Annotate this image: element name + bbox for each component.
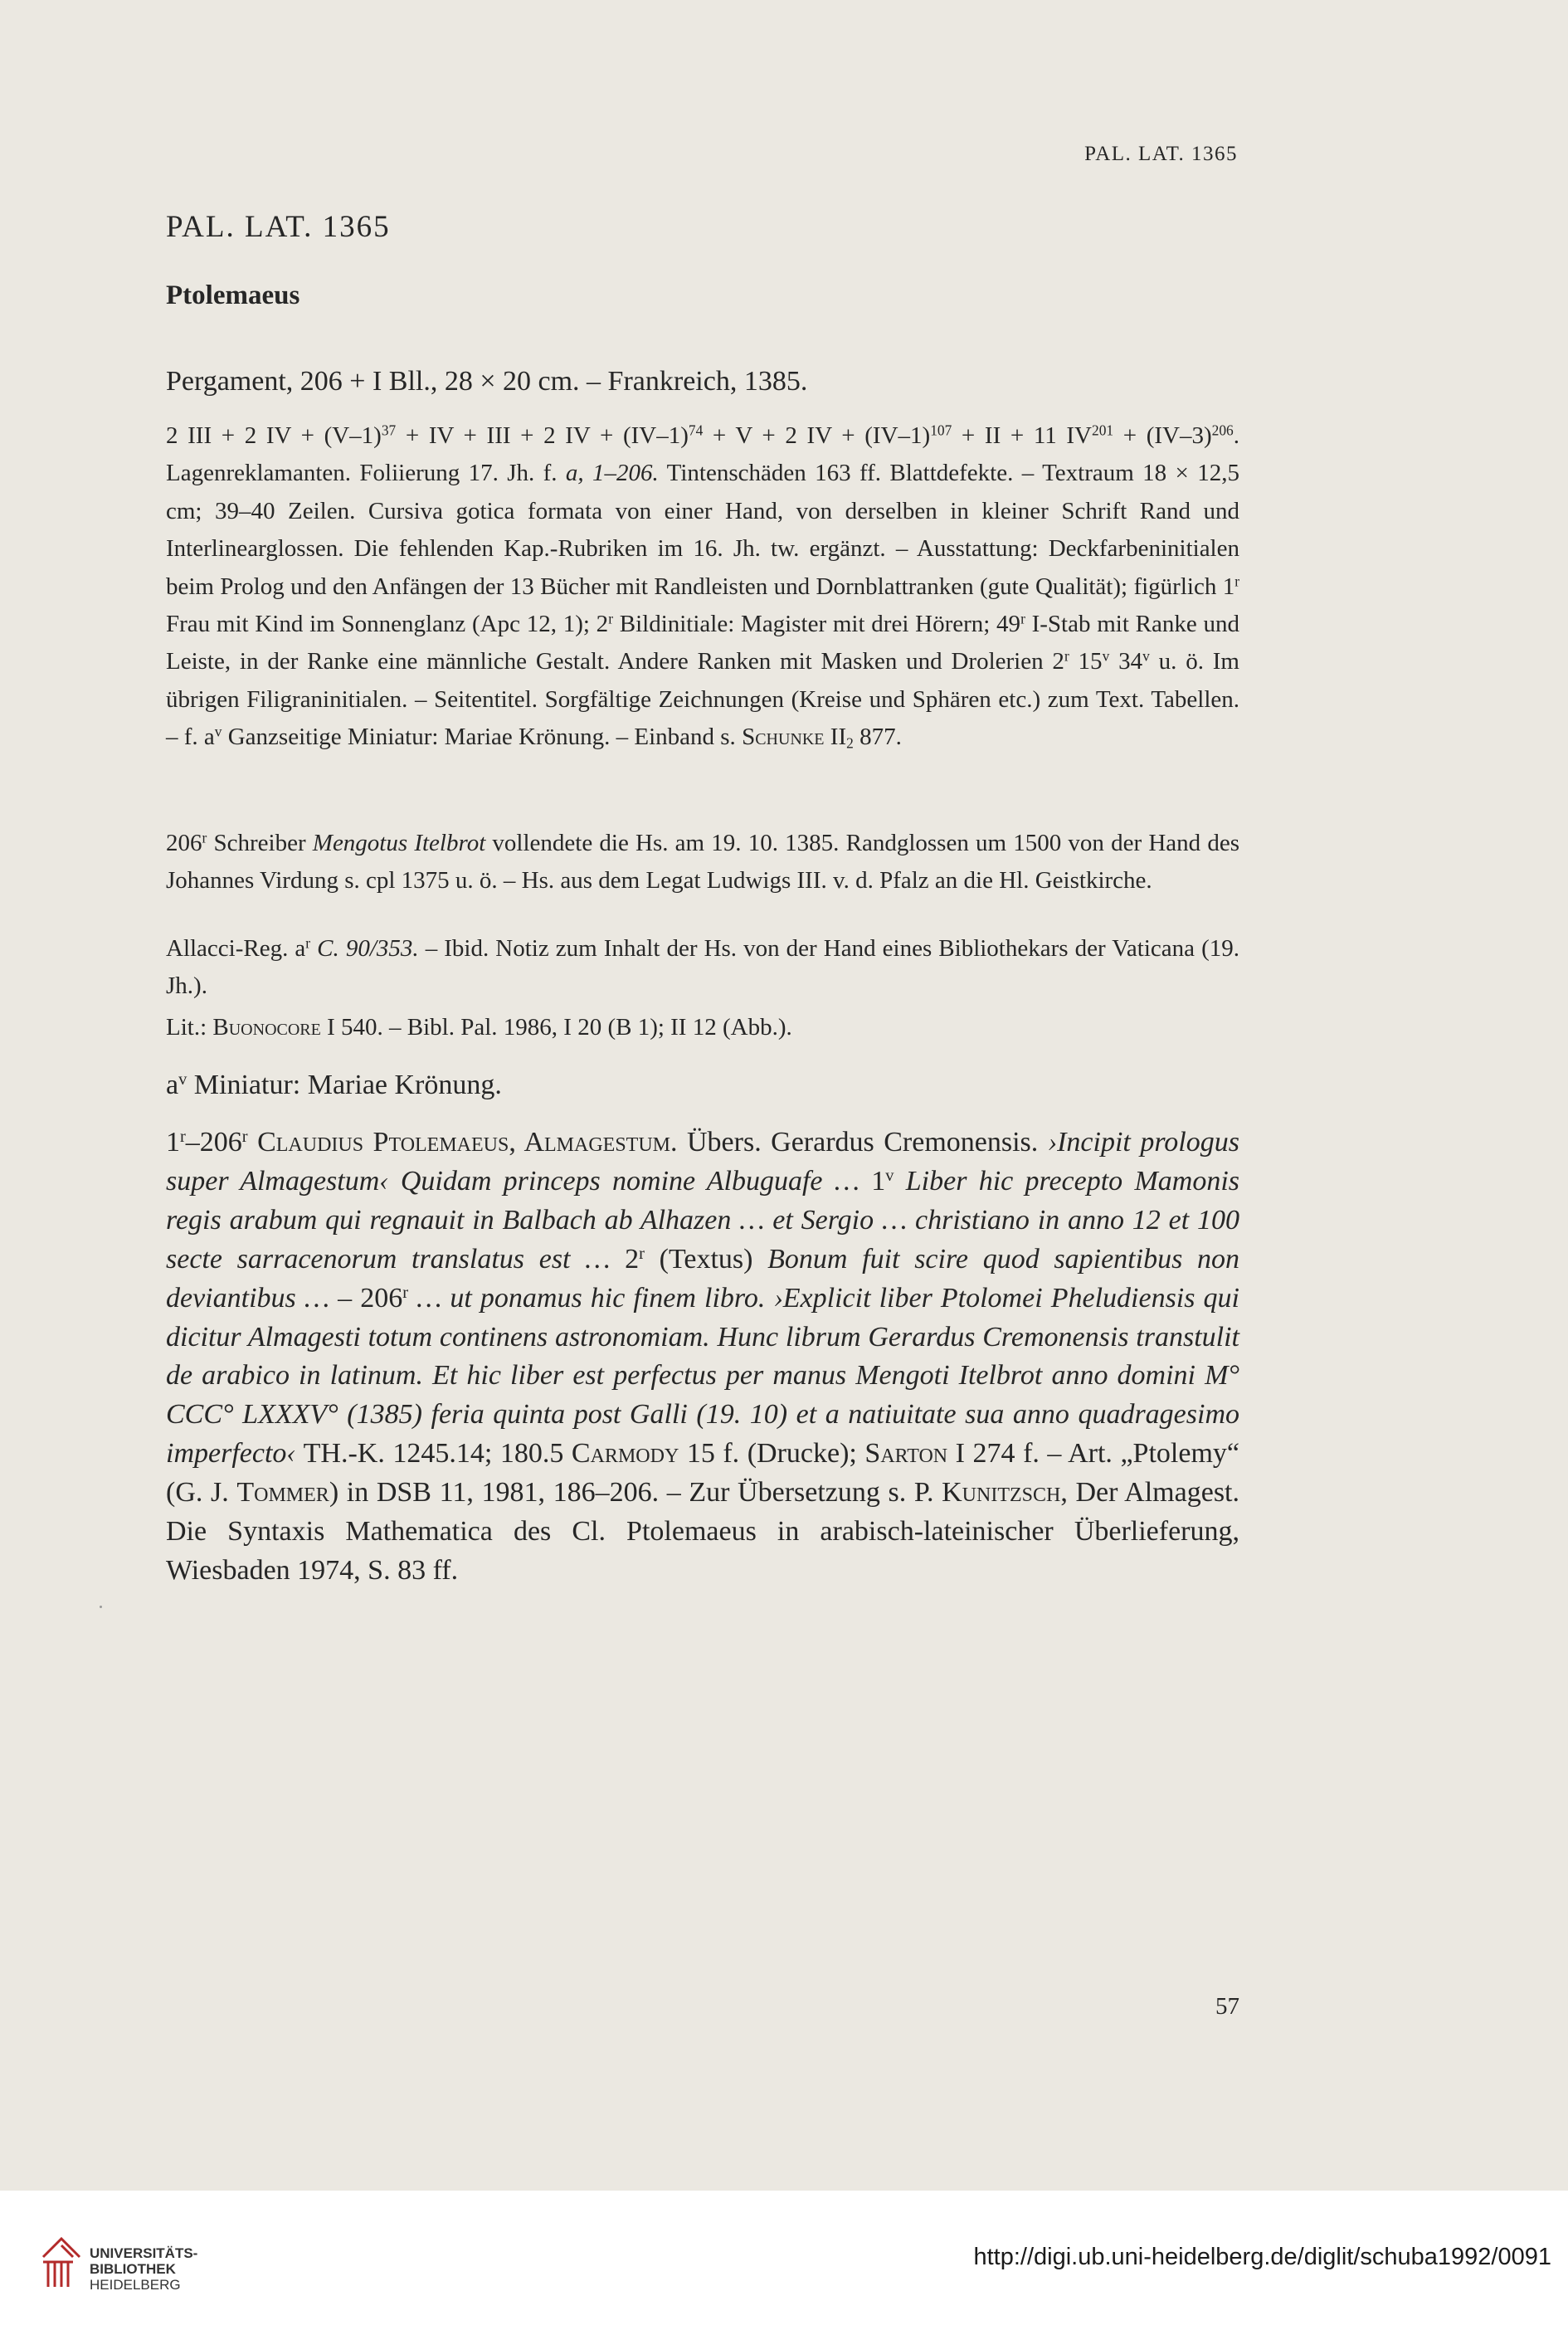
library-name: UNIVERSITÄTS- BIBLIOTHEK HEIDELBERG xyxy=(90,2245,198,2293)
codicology-paragraph: 2 III + 2 IV + $(V-1)^{37}$ + IV + III + 2 IV + $(IV-1)^{74} + V + 2$ IV + $(IV-1)^{107}$ + II + 11 $IV^{201} + (IV-3)^{206}$. Lagenreklamanten. Foliierung 17. Jh. f. a, 1–206. Tintenschäden 163 ff. Blattdefekte. – Textraum 18 × 12,5 cm; 39–40 Zeilen. Cursiva gotica formata von einer Hand, von derselben in kleiner Schrift Rand und Interlinearglossen. Die fehlenden Kap.-Rubriken im 16. Jh. tw. ergänzt. – Ausstattung: Deckfarbeninitialen beim Prolog und den Anfängen der 13 Bücher mit Randleisten und Dornblattranken (gute Qualität); figürlich 1$^r$ Frau mit Kind im Sonnenglanz (Apc 12, 1); 2$^r$ Bildinitiale: Magister mit drei Hörern; 49$^r$ I-Stab mit Ranke und Leiste, in der Ranke eine männliche Gestalt. Andere Ranken mit Masken und Drolerien 2$^r$ 15$^v$ 34$^v$ u. ö. Im übrigen Filigraninitialen. – Seitentitel. Sorgfältige Zeichnungen (Kreise und Sphären etc.) zum Text. Tabellen. – f. $a^v$ Ganzseitige Miniatur: Mariae Krönung. – Einband s. Schunke $II_2$ 877. xyxy=(166,422,1240,752)
running-head: PAL. LAT. 1365 xyxy=(1084,143,1238,165)
paper-speck xyxy=(100,1606,102,1608)
miniature-heading: $a^v$ Miniatur: Mariae Krönung. xyxy=(166,1070,502,1100)
scribe-paragraph: 206$^r$ Schreiber Mengotus Itelbrot vollendete die Hs. am 19. 10. 1385. Randglossen um 1500 von der Hand des Johannes Virdung s. cpl 1375 u. ö. – Hs. aus dem Legat Ludwigs III. v. d. Pfalz an die Hl. Geistkirche. xyxy=(166,829,1239,894)
work-subtitle: Ptolemaeus xyxy=(166,280,300,310)
physical-description: Pergament, 206 + I Bll., 28 × 20 cm. – Frankreich, 1385. xyxy=(166,366,808,397)
source-url-link[interactable]: http://digi.ub.uni-heidelberg.de/diglit/schuba1992/0091 xyxy=(973,2244,1551,2270)
allacci-paragraph: Allacci-Reg. $a^r$ C. 90/353. – Ibid. Notiz zum Inhalt der Hs. von der Hand eines Bibliothekars der Vaticana (19. Jh.). xyxy=(166,934,1239,1000)
page-number: 57 xyxy=(1215,1993,1239,2020)
content-entry: 1$^r$–206$^r$ Claudius Ptolemaeus, Almagestum. Übers. Gerardus Cremonensis. ›Incipit prologus super Almagestum‹ Quidam princeps nomine Albuguafe … 1$^v$ Liber hic precepto Mamonis regis arabum qui regnauit in Balbach ab Alhazen … et Sergio … christiano in anno 12 et 100 secte sarracenorum translatus est … 2$^r$ (Textus) Bonum fuit scire quod sapientibus non deviantibus … – 206$^r$ … ut ponamus hic finem libro. ›Explicit liber Ptolomei Pheludiensis qui dicitur Almagesti totum continens astronomiam. Hunc librum Gerardus Cremonensis transtulit de arabico in latinum. Et hic liber est perfectus per manus Mengoti Itelbrot anno domini M° CCC° LXXXV° (1385) feria quinta post Galli (19. 10) et a natiuitate sua anno quadragesimo imperfecto‹ TH.-K. 1245.14; 180.5 Carmody 15 f. (Drucke); Sarton I 274 f. – Art. „Ptolemy“ (G. J. Tommer) in DSB 11, 1981, 186–206. – Zur Übersetzung s. P. Kunitzsch, Der Almagest. Die Syntaxis Mathematica des Cl. Ptolemaeus in arabisch-lateinischer Überlieferung, Wiesbaden 1974, S. 83 ff. xyxy=(166,1127,1239,1586)
library-logo-icon xyxy=(37,2234,86,2292)
page-title: PAL. LAT. 1365 xyxy=(166,210,391,244)
literature-paragraph: Lit.: Buonocore I 540. – Bibl. Pal. 1986, I 20 (B 1); II 12 (Abb.). xyxy=(166,1014,792,1041)
